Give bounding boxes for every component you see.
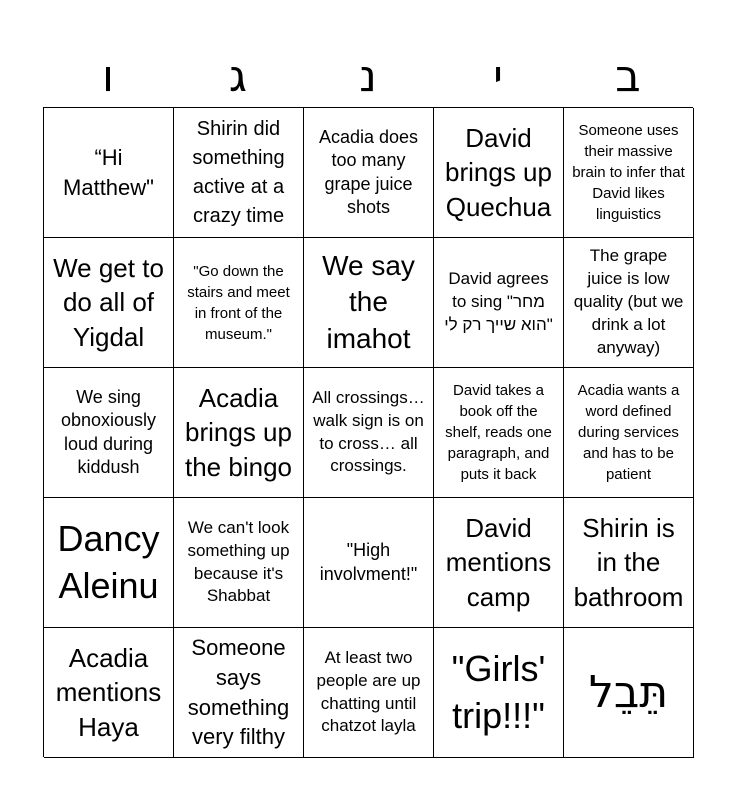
bingo-cell-r5c4[interactable] — [434, 628, 564, 758]
cell-text: The grape juice is low quality (but we drink a lot anyway) — [573, 246, 684, 357]
bingo-cell-r4c1[interactable] — [44, 498, 174, 628]
bingo-cell-r5c1[interactable] — [44, 628, 174, 758]
cell-text: "Go down the stairs and meet in front of the museum." — [187, 262, 290, 343]
bingo-cell-r3c4[interactable] — [434, 368, 564, 498]
cell-text: Shirin did something active at a crazy time — [192, 117, 285, 227]
bingo-cell-r1c4[interactable] — [434, 108, 564, 238]
cell-text: At least two people are up chatting until chatzot layla — [316, 647, 421, 736]
bingo-cell-r3c2[interactable] — [174, 368, 304, 498]
bingo-cell-r2c3[interactable] — [304, 238, 434, 368]
bingo-cell-r1c2[interactable] — [174, 108, 304, 238]
cell-text: David agrees to sing "מחר הוא שייך רק לי" — [444, 269, 553, 334]
bingo-board — [43, 107, 693, 757]
header-letter-3: נ — [359, 51, 377, 102]
bingo-cell-r3c1[interactable] — [44, 368, 174, 498]
bingo-cell-r3c3[interactable] — [304, 368, 434, 498]
header-letter-2: ג — [228, 51, 248, 102]
bingo-cell-r4c5[interactable] — [564, 498, 694, 628]
bingo-cell-r2c5[interactable] — [564, 238, 694, 368]
bingo-cell-r1c1[interactable] — [44, 108, 174, 238]
cell-text: Someone uses their massive brain to infer that David likes linguistics — [572, 122, 685, 223]
bingo-cell-r2c4[interactable] — [434, 238, 564, 368]
bingo-cell-r1c3[interactable] — [304, 108, 434, 238]
bingo-cell-r3c5[interactable] — [564, 368, 694, 498]
cell-text: David brings up Quechua — [445, 123, 552, 222]
header-letter-5: ב — [615, 51, 641, 102]
cell-text: Dancy Aleinu — [57, 517, 160, 606]
cell-text: “Hi Matthew" — [63, 144, 154, 200]
bingo-cell-r5c2[interactable] — [174, 628, 304, 758]
cell-text: "High involvment!" — [319, 540, 418, 584]
bingo-cell-r5c5[interactable] — [564, 628, 694, 758]
cell-text: David mentions camp — [445, 513, 552, 612]
bingo-cell-r4c2[interactable] — [174, 498, 304, 628]
bingo-cell-r5c3[interactable] — [304, 628, 434, 758]
cell-text: Acadia does too many grape juice shots — [318, 126, 419, 217]
cell-text: We say the imahot — [322, 249, 415, 354]
cell-text: Acadia wants a word defined during services and has to be patient — [577, 382, 680, 483]
cell-text: Shirin is in the bathroom — [573, 513, 684, 612]
cell-text: Someone says something very filthy — [187, 635, 290, 750]
cell-text: Acadia mentions Haya — [55, 643, 162, 742]
cell-text: We sing obnoxiously loud during kiddush — [60, 386, 157, 477]
bingo-header — [43, 48, 693, 106]
bingo-cell-r4c3[interactable] — [304, 498, 434, 628]
header-letter-4: י — [493, 51, 503, 102]
bingo-cell-r4c4[interactable] — [434, 498, 564, 628]
bingo-cell-r1c5[interactable] — [564, 108, 694, 238]
bingo-cell-r2c1[interactable] — [44, 238, 174, 368]
bingo-cell-r2c2[interactable] — [174, 238, 304, 368]
cell-text: תֵּבֵל — [588, 667, 669, 718]
header-letter-1: ו — [102, 51, 114, 102]
cell-text: "Girls' trip!!!" — [451, 647, 546, 736]
cell-text: All crossings… walk sign is on to cross… all crossings. — [312, 387, 425, 476]
cell-text: We get to do all of Yigdal — [53, 253, 164, 352]
cell-text: We can't look something up because it's Shabbat — [187, 517, 290, 606]
cell-text: David takes a book off the shelf, reads one paragraph, and puts it back — [445, 382, 552, 483]
cell-text: Acadia brings up the bingo — [185, 383, 292, 482]
